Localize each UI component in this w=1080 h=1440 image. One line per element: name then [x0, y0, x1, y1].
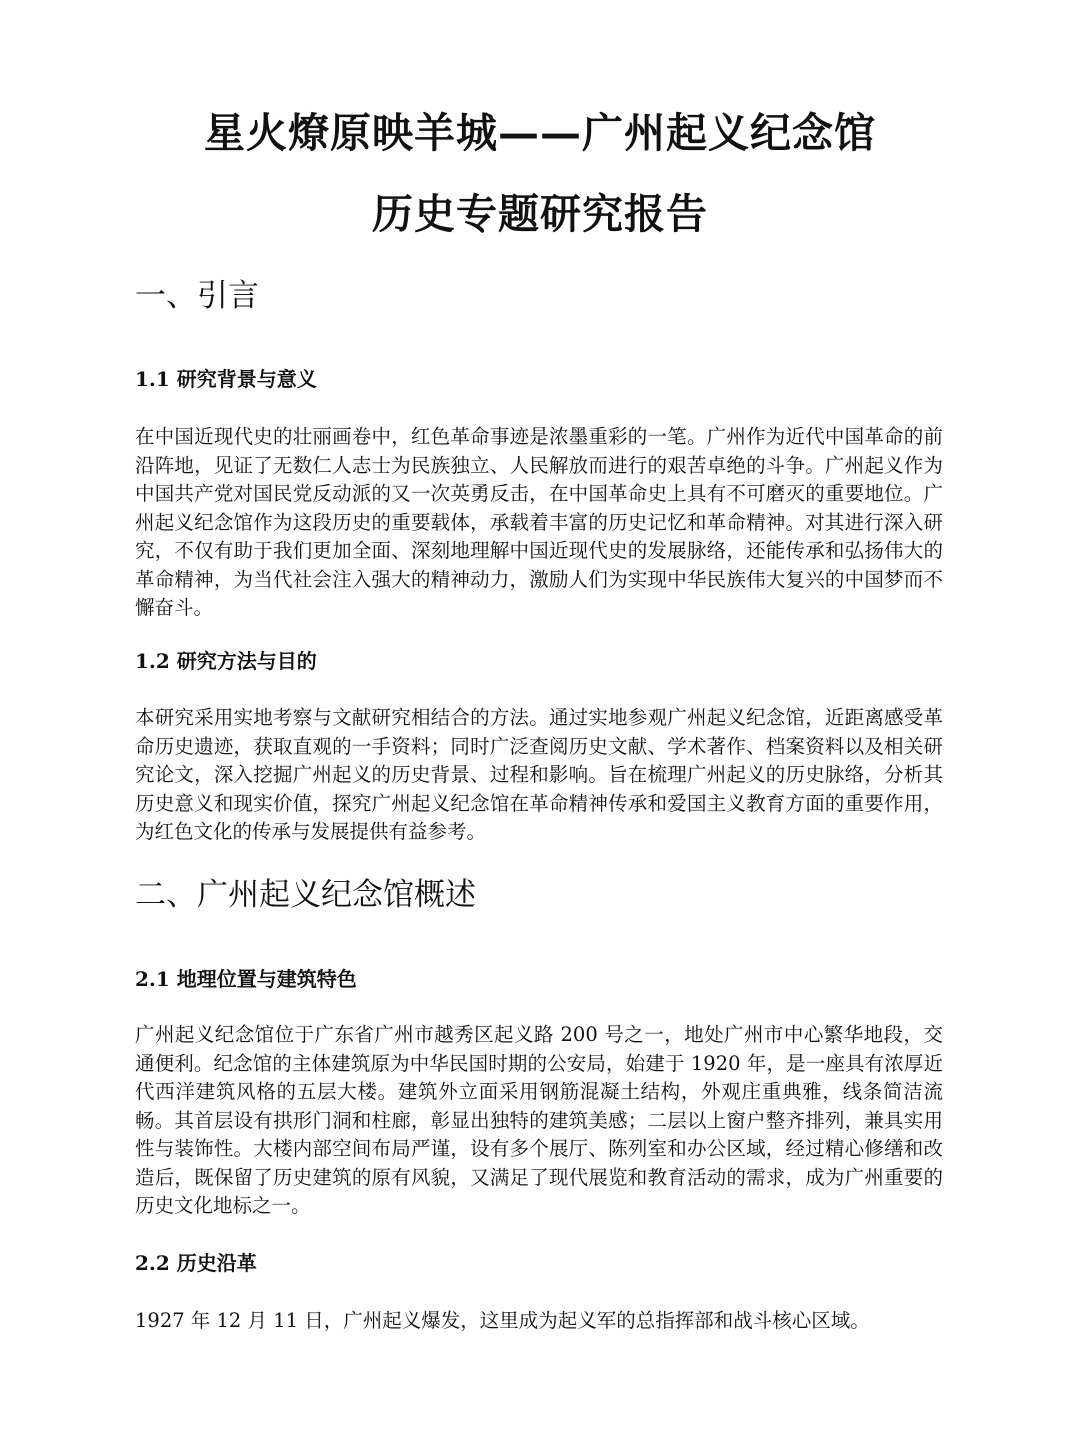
- document-title-line-1: 星火燎原映羊城——广州起义纪念馆: [204, 109, 876, 157]
- section-heading-overview: 二、广州起义纪念馆概述: [135, 877, 476, 913]
- subsection-heading-2-2: 2.2 历史沿革: [135, 1251, 257, 1275]
- subsection-heading-1-1: 1.1 研究背景与意义: [135, 367, 317, 391]
- subsection-heading-1-2: 1.2 研究方法与目的: [135, 649, 317, 673]
- paragraph-1-2: 本研究采用实地考察与文献研究相结合的方法。通过实地参观广州起义纪念馆，近距离感受革命历史遗迹，获取直观的一手资料；同时广泛查阅历史文献、学术著作、档案资料以及相关研究论文，深入挖掘广州起义的历史背景、过程和影响。旨在梳理广州起义的历史脉络，分析其历史意义和现实价值，探究广州起义纪念馆在革命精神传承和爱国主义教育方面的重要作用，为红色文化的传承与发展提供有益参考。: [135, 706, 943, 843]
- subsection-heading-2-1: 2.1 地理位置与建筑特色: [135, 967, 357, 991]
- paragraph-2-2: 1927 年 12 月 11 日，广州起义爆发，这里成为起义军的总指挥部和战斗核心区域。: [135, 1309, 870, 1332]
- section-heading-introduction: 一、引言: [135, 278, 259, 314]
- paragraph-2-1: 广州起义纪念馆位于广东省广州市越秀区起义路 200 号之一，地处广州市中心繁华地段，交通便利。纪念馆的主体建筑原为中华民国时期的公安局，始建于 1920 年，是一座具有浓厚近代西洋建筑风格的五层大楼。建筑外立面采用钢筋混凝土结构，外观庄重典雅，线条简洁流畅。其首层设有拱形门洞和柱廊，彰显出独特的建筑美感；二层以上窗户整齐排列，兼具实用性与装饰性。大楼内部空间布局严谨，设有多个展厅、陈列室和办公区域，经过精心修缮和改造后，既保留了历史建筑的原有风貌，又满足了现代展览和教育活动的需求，成为广州重要的历史文化地标之一。: [135, 1023, 943, 1217]
- paragraph-1-1: 在中国近现代史的壮丽画卷中，红色革命事迹是浓墨重彩的一笔。广州作为近代中国革命的前沿阵地，见证了无数仁人志士为民族独立、人民解放而进行的艰苦卓绝的斗争。广州起义作为中国共产党对国民党反动派的又一次英勇反击，在中国革命史上具有不可磨灭的重要地位。广州起义纪念馆作为这段历史的重要载体，承载着丰富的历史记忆和革命精神。对其进行深入研究，不仅有助于我们更加全面、深刻地理解中国近现代史的发展脉络，还能传承和弘扬伟大的革命精神，为当代社会注入强大的精神动力，激励人们为实现中华民族伟大复兴的中国梦而不懈奋斗。: [135, 425, 943, 619]
- document-title-line-2: 历史专题研究报告: [372, 190, 708, 238]
